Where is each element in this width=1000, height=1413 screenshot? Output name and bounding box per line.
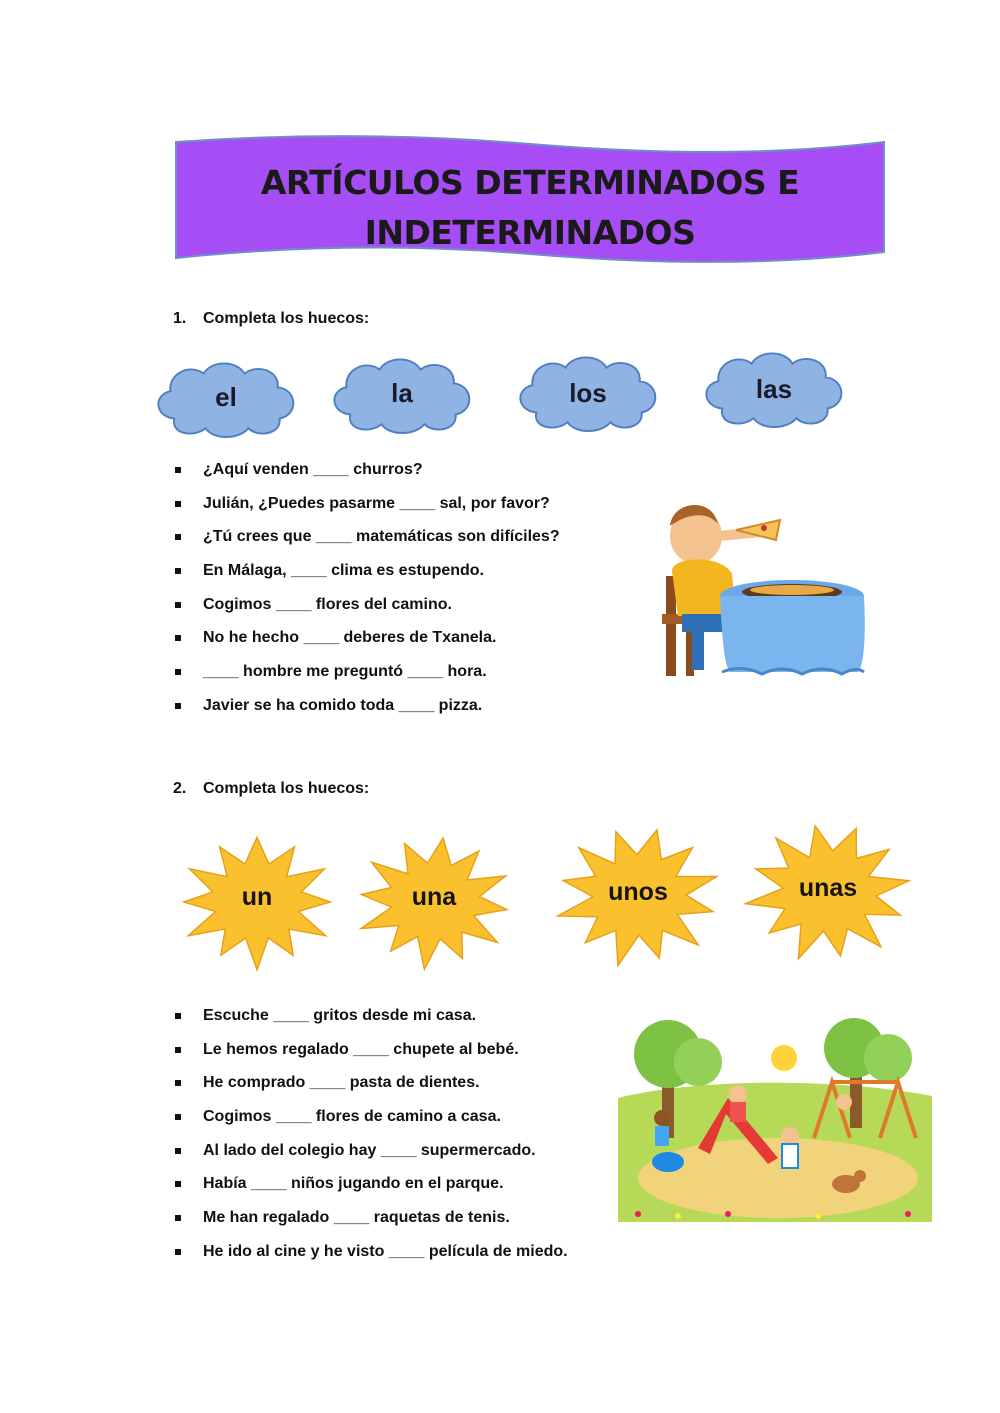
cloud-word-los: los	[569, 378, 607, 408]
section-2-sentence: Había ____ niños jugando en el parque.	[173, 1174, 568, 1208]
section-2-title: Completa los huecos:	[203, 780, 370, 797]
star-word-un: un	[241, 883, 273, 911]
star-word-unas: unas	[798, 874, 858, 902]
section-1-title: Completa los huecos:	[203, 310, 370, 327]
section-2-number: 2.	[173, 780, 187, 797]
section-2-sentence: Escuche ____ gritos desde mi casa.	[173, 1006, 568, 1040]
cloud-word-el: el	[215, 382, 237, 412]
section-1-sentence: En Málaga, ____ clima es estupendo.	[173, 561, 560, 595]
section-1-sentence: No he hecho ____ deberes de Txanela.	[173, 628, 560, 662]
section-2-sentence: He comprado ____ pasta de dientes.	[173, 1073, 568, 1107]
section-1-heading	[173, 310, 369, 328]
section-1-sentences	[173, 460, 560, 730]
cloud-word-la: la	[391, 378, 413, 408]
section-2-sentence: He ido al cine y he visto ____ película de miedo.	[173, 1242, 568, 1276]
park-children-illustration	[618, 1018, 932, 1222]
boy-eating-pizza-illustration	[652, 496, 874, 680]
section-1-sentence: Julián, ¿Puedes pasarme ____ sal, por favor?	[173, 494, 560, 528]
section-1-sentence: Cogimos ____ flores del camino.	[173, 595, 560, 629]
star-word-una: una	[411, 883, 457, 911]
page-title	[176, 140, 884, 256]
title-line-1: ARTÍCULOS DETERMINADOS E	[260, 163, 800, 202]
section-2-sentence: Al lado del colegio hay ____ supermercado.	[173, 1141, 568, 1175]
section-2-sentence: Me han regalado ____ raquetas de tenis.	[173, 1208, 568, 1242]
section-1-sentence: ¿Aquí venden ____ churros?	[173, 460, 560, 494]
section-2-sentences	[173, 1006, 568, 1276]
section-1-sentence: ____ hombre me preguntó ____ hora.	[173, 662, 560, 696]
cloud-word-las: las	[755, 374, 793, 404]
section-1-sentence: Javier se ha comido toda ____ pizza.	[173, 696, 560, 730]
star-word-unos: unos	[608, 878, 668, 906]
section-2-sentence: Le hemos regalado ____ chupete al bebé.	[173, 1040, 568, 1074]
title-line-2: INDETERMINADOS	[364, 213, 696, 252]
section-2-sentence: Cogimos ____ flores de camino a casa.	[173, 1107, 568, 1141]
section-1-sentence: ¿Tú crees que ____ matemáticas son difíciles?	[173, 527, 560, 561]
section-2-heading	[173, 780, 369, 798]
section-1-number: 1.	[173, 310, 187, 327]
